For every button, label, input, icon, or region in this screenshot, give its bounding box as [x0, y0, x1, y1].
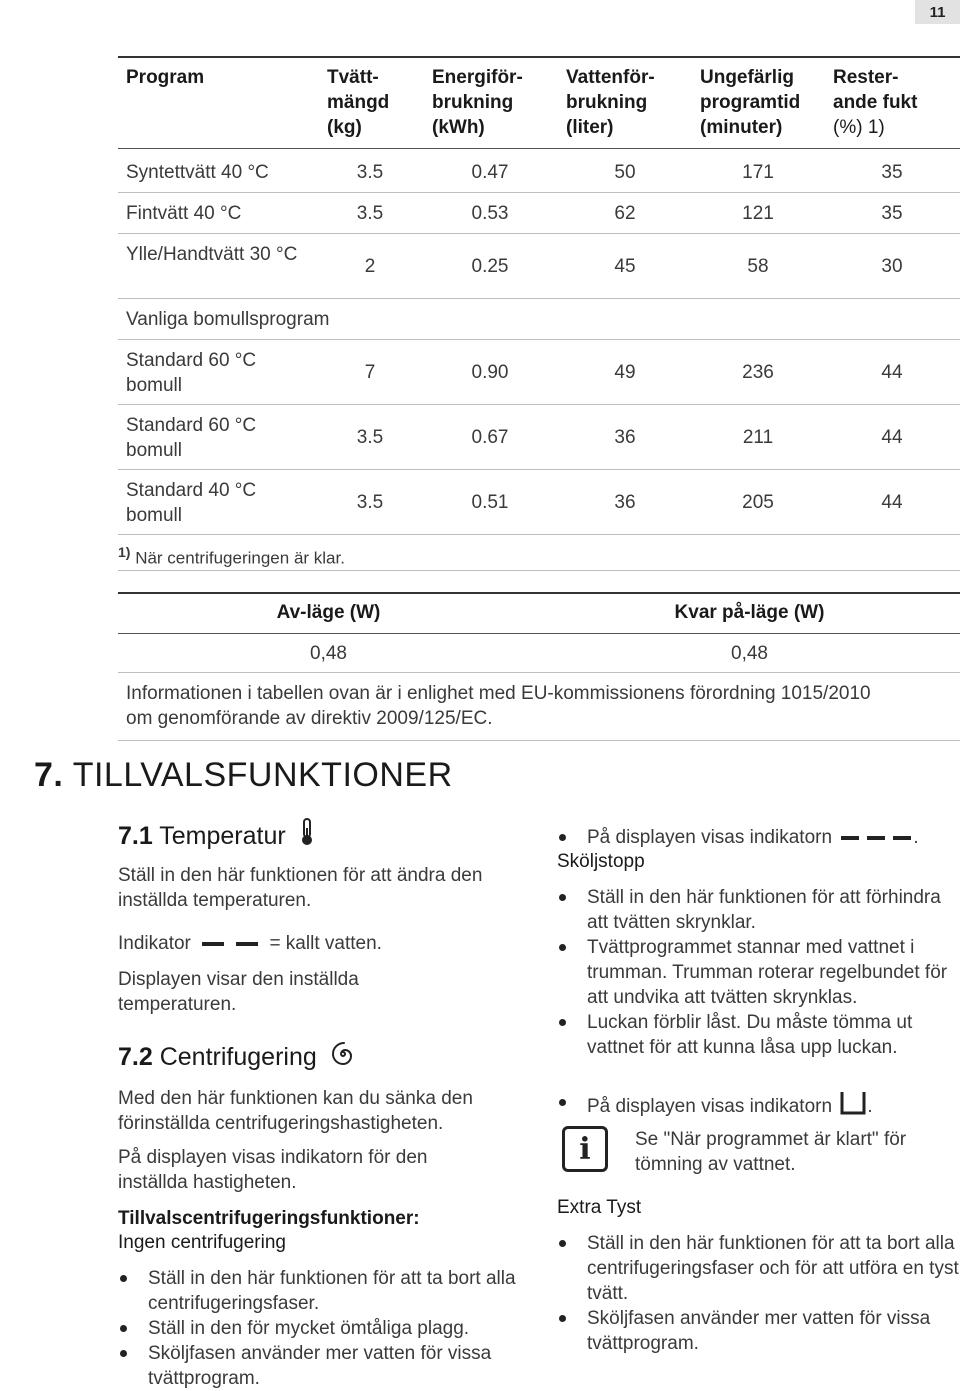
header-rule	[118, 148, 960, 149]
standby-on-value: 0,48	[731, 643, 768, 664]
row1-program: Syntettvätt 40 °C	[126, 162, 269, 183]
header-program: Program	[126, 67, 205, 88]
row3-program: Ylle/Handtvätt 30 °C	[126, 244, 298, 265]
page-number: 11	[915, 0, 960, 24]
list-item: Tvättprogrammet stannar med vattnet i trumman. Trumman roterar regelbundet för att undvika att tvätten skrynklas.	[557, 935, 959, 1010]
thermometer-icon	[299, 818, 315, 853]
subheading-7-1: 7.1 Temperatur	[118, 818, 315, 853]
header-water: Vattenför- brukning (liter)	[566, 67, 655, 138]
info-note: Se "När programmet är klart" för tömning av vattnet.	[635, 1129, 907, 1175]
temp-display-note: Displayen visar den inställda temperaturen.	[118, 969, 359, 1015]
subheading-7-2: 7.2 Centrifugering	[118, 1041, 356, 1074]
grow2-moisture: 44	[881, 427, 903, 448]
row-divider	[118, 233, 960, 234]
row2-moisture: 35	[881, 203, 903, 224]
group-label: Vanliga bomullsprogram	[126, 309, 330, 330]
table2-row-rule	[118, 672, 960, 673]
list-item: På displayen visas indikatorn .	[557, 1090, 959, 1123]
grow2-load: 3.5	[356, 427, 384, 448]
table2-bottom-rule	[118, 740, 960, 741]
extra-quiet-bullets	[557, 1231, 959, 1356]
row1-moisture: 35	[881, 162, 903, 183]
spin-desc: Med den här funktionen kan du sänka den förinställda centrifugeringshastigheten.	[118, 1088, 473, 1134]
grow2-program: Standard 60 °C bomull	[126, 415, 257, 461]
row-divider	[118, 339, 960, 340]
row-divider	[118, 298, 960, 299]
no-spin-bullets	[118, 1266, 518, 1391]
row2-duration: 121	[742, 203, 774, 224]
extra-quiet-title: Extra Tyst	[557, 1197, 642, 1218]
row3-load: 2	[364, 256, 376, 277]
standby-off-header: Av-läge (W)	[276, 602, 381, 623]
temp-indicator-line: Indikator = kallt vatten.	[118, 933, 382, 954]
list-item: Sköljfasen använder mer vatten för vissa tvättprogram.	[118, 1341, 518, 1391]
spin-options-heading: Tillvalscentrifugeringsfunktioner:	[118, 1208, 420, 1229]
info-icon: i	[562, 1126, 608, 1172]
row2-water: 62	[614, 203, 636, 224]
table2-top-rule	[118, 592, 960, 594]
footnote-rule	[118, 570, 960, 571]
list-item: Ställ in den här funktionen för att ta bort alla centrifugeringsfaser och för att utföra en tyst tvätt.	[557, 1231, 959, 1306]
header-energy: Energiför- brukning (kWh)	[432, 67, 523, 138]
table-footnote: $^{1)}$ När centrifugeringen är klar.	[118, 544, 345, 568]
row-divider	[118, 404, 960, 405]
grow1-duration: 236	[742, 362, 774, 383]
row3-moisture: 30	[881, 256, 903, 277]
row1-water: 50	[614, 162, 636, 183]
row3-energy: 0.25	[471, 256, 509, 277]
grow3-duration: 205	[742, 492, 774, 513]
rinse-indicator-bullet	[557, 825, 957, 850]
standby-on-header: Kvar på-läge (W)	[674, 602, 825, 623]
row2-load: 3.5	[356, 203, 384, 224]
list-item: Ställ in den för mycket ömtåliga plagg.	[118, 1316, 518, 1341]
drain-indicator-icon	[839, 1090, 867, 1123]
list-item: Ställ in den här funktionen för att förhindra att tvätten skrynklar.	[557, 885, 959, 935]
regulation-note: Informationen i tabellen ovan är i enlighet med EU-kommissionens förordning 1015/2010 om genomförande av direktiv 2009/125/EC.	[126, 683, 871, 729]
row-divider	[118, 534, 960, 535]
grow2-duration: 211	[742, 427, 774, 448]
grow1-load: 7	[364, 362, 376, 383]
list-item: Sköljfasen använder mer vatten för vissa tvättprogram.	[557, 1306, 959, 1356]
grow3-moisture: 44	[881, 492, 903, 513]
grow1-program: Standard 60 °C bomull	[126, 350, 257, 396]
row2-program: Fintvätt 40 °C	[126, 203, 242, 224]
row1-load: 3.5	[356, 162, 384, 183]
list-item: Ställ in den här funktionen för att ta bort alla centrifugeringsfaser.	[118, 1266, 518, 1316]
triple-dash-icon	[839, 827, 913, 848]
spin-icon	[330, 1041, 356, 1074]
grow2-energy: 0.67	[471, 427, 509, 448]
grow3-water: 36	[614, 492, 636, 513]
row-divider	[118, 192, 960, 193]
row-divider	[118, 469, 960, 470]
list-item: På displayen visas indikatorn .	[557, 825, 957, 850]
table-top-rule	[118, 56, 960, 58]
section-heading: 7. TILLVALSFUNKTIONER	[34, 756, 453, 794]
header-moisture: Rester- ande fukt (%) 1)	[833, 67, 918, 138]
dash-indicator-icon	[200, 933, 260, 954]
drain-indicator-bullet	[557, 1090, 959, 1123]
row1-energy: 0.47	[471, 162, 509, 183]
standby-off-value: 0,48	[310, 643, 347, 664]
table2-header-rule	[118, 633, 960, 634]
spin-display-note: På displayen visas indikatorn för den inställda hastigheten.	[118, 1147, 428, 1193]
grow1-moisture: 44	[881, 362, 903, 383]
rinse-hold-title: Sköljstopp	[557, 851, 645, 872]
grow3-load: 3.5	[356, 492, 384, 513]
header-load: Tvätt- mängd (kg)	[327, 67, 390, 138]
header-duration: Ungefärlig programtid (minuter)	[700, 67, 801, 138]
list-item: Luckan förblir låst. Du måste tömma ut vattnet för att kunna låsa upp luckan.	[557, 1010, 959, 1060]
grow1-energy: 0.90	[471, 362, 509, 383]
row2-energy: 0.53	[471, 203, 509, 224]
grow2-water: 36	[614, 427, 636, 448]
row1-duration: 171	[742, 162, 774, 183]
temp-desc: Ställ in den här funktionen för att ändra den inställda temperaturen.	[118, 865, 483, 911]
no-spin-title: Ingen centrifugering	[118, 1232, 286, 1253]
row3-water: 45	[614, 256, 636, 277]
row3-duration: 58	[747, 256, 769, 277]
grow3-energy: 0.51	[471, 492, 509, 513]
rinse-hold-bullets	[557, 885, 959, 1060]
grow1-water: 49	[614, 362, 636, 383]
grow3-program: Standard 40 °C bomull	[126, 480, 257, 526]
